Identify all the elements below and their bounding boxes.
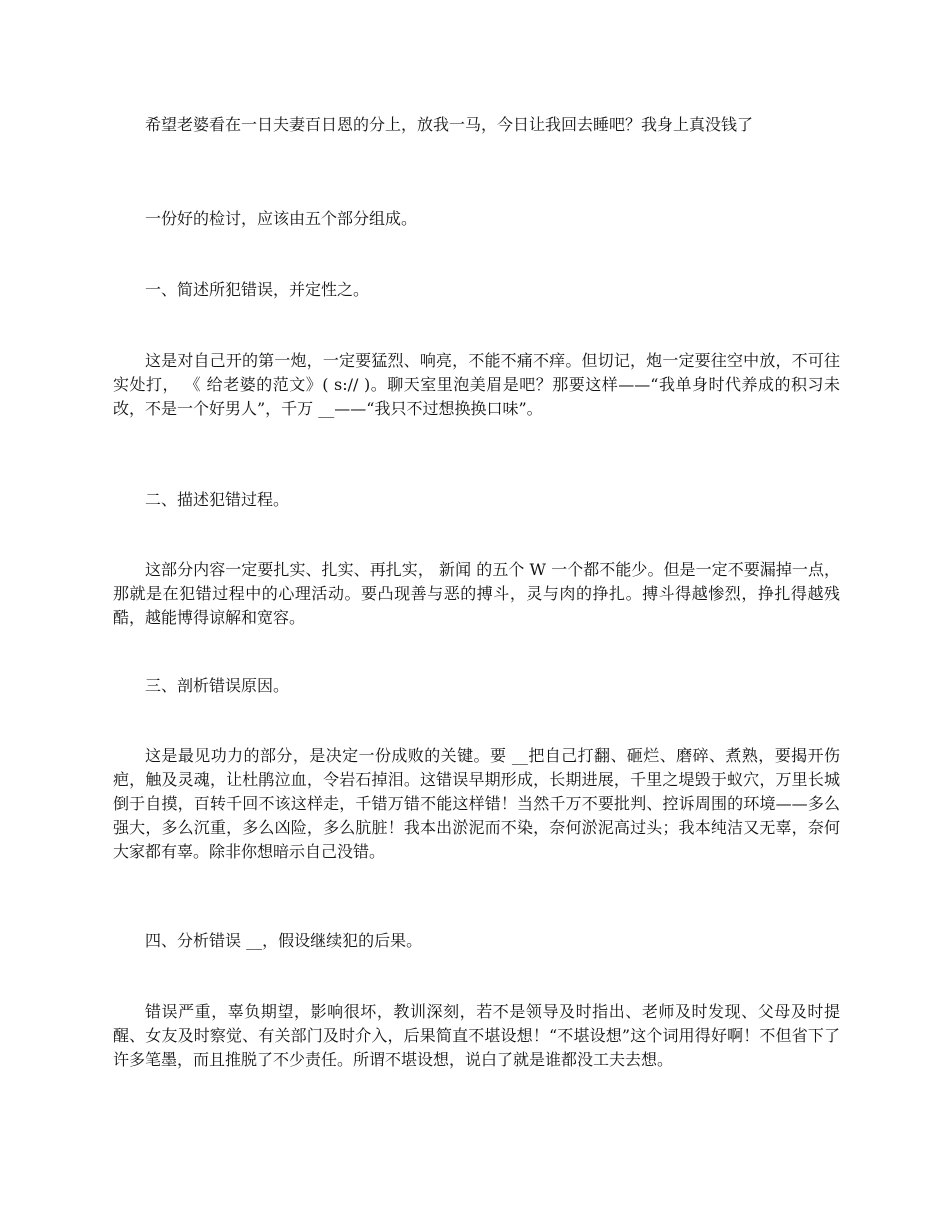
heading-section-4: 四、分析错误 __，假设继续犯的后果。 — [145, 931, 423, 950]
paragraph-section-2-body: 这部分内容一定要扎实、扎实、再扎实， 新闻 的五个 W 一个都不能少。但是一定不要漏掉一点，那就是在犯错过程中的心理活动。要凸现善与恶的搏斗，灵与肉的挣扎。搏斗得越惨烈，挣扎得越残酷，越能博得谅解和宽容。 — [113, 560, 840, 627]
paragraph-intro-plea: 希望老婆看在一日夫妻百日恩的分上，放我一马，今日让我回去睡吧？我身上真没钱了 — [145, 115, 754, 134]
heading-section-2: 二、描述犯错过程。 — [145, 490, 290, 509]
paragraph-section-3-body: 这是最见功力的部分，是决定一份成败的关键。要 __把自己打翻、砸烂、磨碎、煮熟，要揭开伤疤，触及灵魂，让杜鹃泣血，令岩石掉泪。这错误早期形成，长期进展，千里之堤毁于蚁穴，万里长城倒于自摸，百转千回不该这样走，千错万错不能这样错！当然千万不要批判、控诉周围的环境——多么强大，多么沉重，多么凶险，多么肮脏！我本出淤泥而不染，奈何淤泥高过头；我本纯洁又无辜，奈何大家都有辜。除非你想暗示自己没错。 — [113, 746, 840, 861]
paragraph-section-4-body: 错误严重，辜负期望，影响很坏，教训深刻，若不是领导及时指出、老师及时发现、父母及时提醒、女友及时察觉、有关部门及时介入，后果简直不堪设想！“不堪设想”这个词用得好啊！不但省下了许多笔墨，而且推脱了不少责任。所谓不堪设想，说白了就是谁都没工夫去想。 — [113, 1002, 840, 1069]
heading-section-3: 三、剖析错误原因。 — [145, 676, 290, 695]
paragraph-five-parts: 一份好的检讨，应该由五个部分组成。 — [145, 209, 418, 228]
heading-section-1: 一、简述所犯错误，并定性之。 — [145, 280, 370, 299]
paragraph-section-1-body: 这是对自己开的第一炮，一定要猛烈、响亮，不能不痛不痒。但切记，炮一定要往空中放，不可往实处打， 《 给老婆的范文》( s:// )。聊天室里泡美眉是吧？那要这样——“我单身时代养成的积习未改，不是一个好男人”，千万 __——“我只不过想换换口味”。 — [113, 351, 840, 418]
